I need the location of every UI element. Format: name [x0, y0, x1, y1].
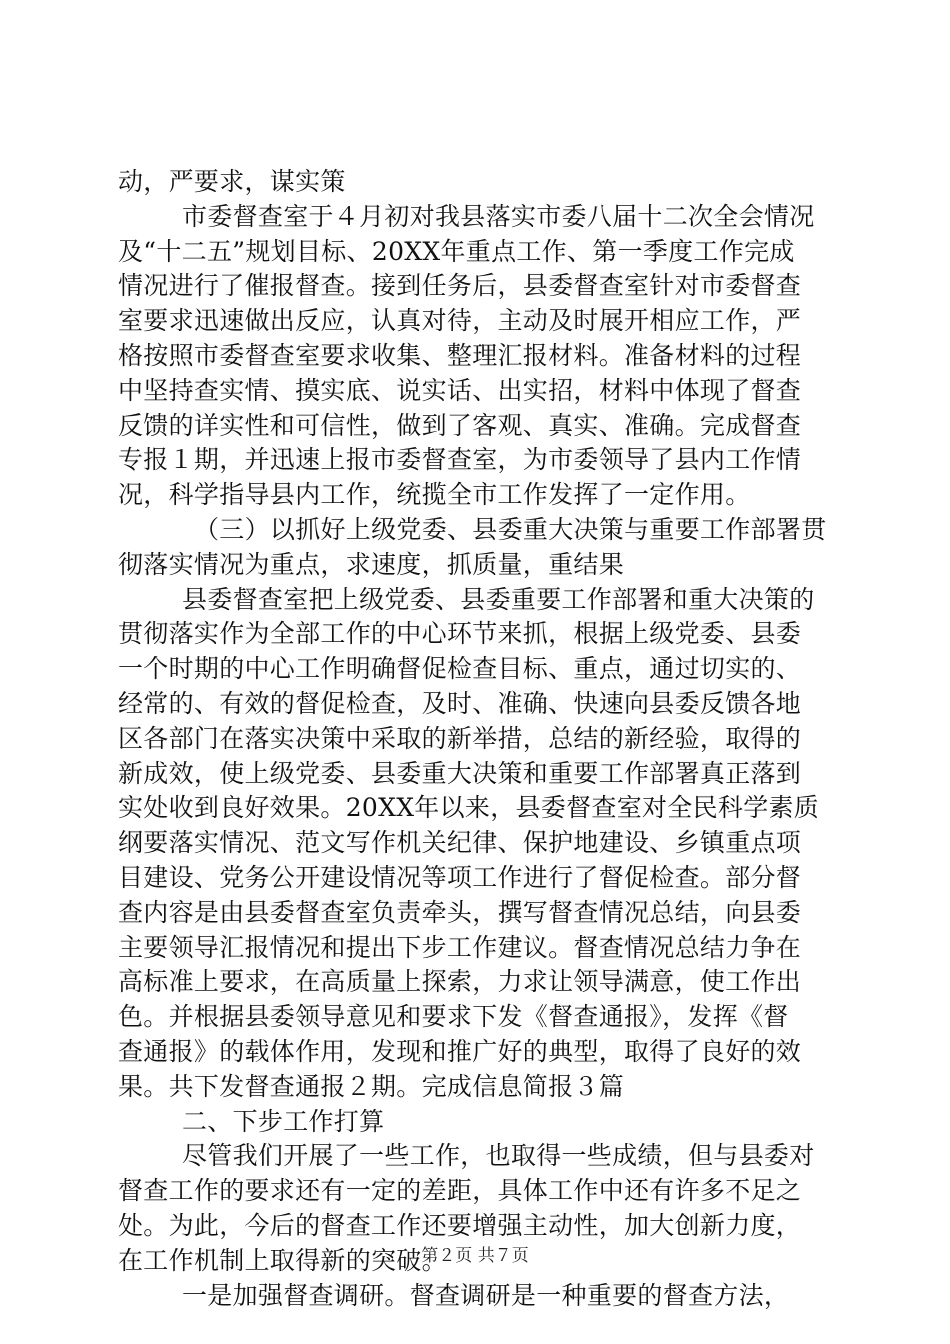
text-line: 目建设、党务公开建设情况等项工作进行了督促检查。部分督: [118, 862, 802, 892]
text-line: 高标准上要求，在高质量上探索，力求让领导满意，使工作出: [118, 967, 802, 997]
text-line: 格按照市委督查室要求收集、整理汇报材料。准备材料的过程: [118, 340, 802, 370]
text-line: 反馈的详实性和可信性，做到了客观、真实、准确。完成督查: [118, 410, 802, 440]
document-body: [118, 165, 834, 1313]
text-line: 贯彻落实作为全部工作的中心环节来抓，根据上级党委、县委: [118, 619, 802, 649]
text-line: 一个时期的中心工作明确督促检查目标、重点，通过切实的、: [118, 654, 802, 684]
text-line: 彻落实情况为重点，求速度，抓质量，重结果: [118, 549, 625, 579]
text-line: 实处收到良好效果。20XX年以来，县委督查室对全民科学素质: [118, 793, 820, 823]
text-line: 果。共下发督查通报２期。完成信息简报３篇: [118, 1071, 625, 1101]
text-line: 主要领导汇报情况和提出下步工作建议。督查情况总结力争在: [118, 932, 802, 962]
text-line: 区各部门在落实决策中采取的新举措，总结的新经验，取得的: [118, 723, 802, 753]
text-line: 新成效，使上级党委、县委重大决策和重要工作部署真正落到: [118, 758, 802, 788]
text-line: 专报１期，并迅速上报市委督查室，为市委领导了县内工作情: [118, 445, 802, 475]
text-line: 查通报》的载体作用，发现和推广好的典型，取得了良好的效: [118, 1036, 802, 1066]
text-line: 室要求迅速做出反应，认真对待，主动及时展开相应工作，严: [118, 306, 802, 336]
text-line: 市委督查室于４月初对我县落实市委八届十二次全会情况: [182, 201, 815, 231]
text-line: 处。为此，今后的督查工作还要增强主动性，加大创新力度，: [118, 1210, 802, 1240]
text-line: 情况进行了催报督查。接到任务后，县委督查室针对市委督查: [118, 271, 802, 301]
text-line: （三）以抓好上级党委、县委重大决策与重要工作部署贯: [194, 514, 827, 544]
text-line: 纲要落实情况、范文写作机关纪律、保护地建设、乡镇重点项: [118, 828, 802, 858]
text-line: 县委督查室把上级党委、县委重要工作部署和重大决策的: [182, 584, 815, 614]
text-line: 动，严要求，谋实策: [118, 167, 346, 196]
text-line: 在工作机制上取得新的突破。: [118, 1245, 447, 1275]
text-line: 及“十二五”规划目标、20XX年重点工作、第一季度工作完成: [118, 236, 795, 266]
text-line: 色。并根据县委领导意见和要求下发《督查通报》，发挥《督: [118, 1002, 789, 1032]
text-line: 督查工作的要求还有一定的差距，具体工作中还有许多不足之: [118, 1176, 802, 1206]
text-line: 况，科学指导县内工作，统揽全市工作发挥了一定作用。: [118, 480, 751, 510]
text-line: 二、下步工作打算: [182, 1106, 385, 1136]
text-line: 尽管我们开展了一些工作，也取得一些成绩，但与县委对: [182, 1141, 815, 1171]
text-line: 中坚持查实情、摸实底、说实话、出实招，材料中体现了督查: [118, 375, 802, 405]
page-footer: 第２页 共７页: [421, 1246, 529, 1266]
text-line: 一是加强督查调研。督查调研是一种重要的督查方法，: [182, 1280, 790, 1310]
text-line: 查内容是由县委督查室负责牵头，撰写督查情况总结，向县委: [118, 897, 802, 927]
text-line: 经常的、有效的督促检查，及时、准确、快速向县委反馈各地: [118, 688, 802, 718]
